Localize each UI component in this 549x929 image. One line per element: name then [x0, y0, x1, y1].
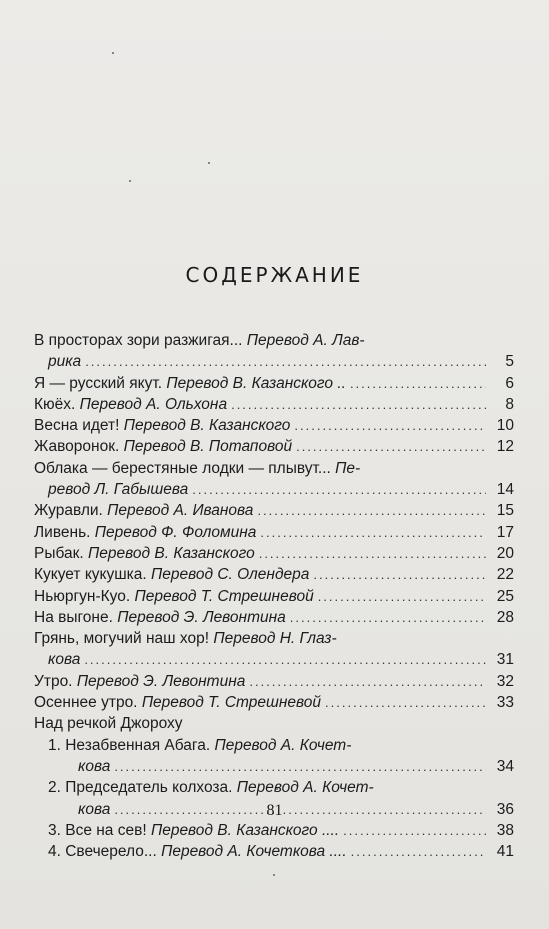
page-ref: 33: [496, 694, 514, 712]
translator-credit: Перевод В. Казанского: [88, 544, 255, 562]
toc-line: [34, 692, 514, 713]
poem-title: Весна идет!: [34, 417, 120, 435]
dot-leader: [294, 415, 486, 436]
print-speck: [273, 874, 275, 876]
toc-entry: [34, 458, 514, 501]
page-ref: 28: [496, 608, 514, 626]
translator-credit: ревод Л. Габышева: [48, 481, 189, 499]
toc-line: [34, 436, 514, 457]
toc-line-text: [34, 586, 314, 607]
toc-line-text: [34, 522, 256, 543]
page-ref: 34: [496, 757, 514, 775]
dot-leader: [296, 436, 486, 457]
toc-entry: [34, 628, 514, 671]
toc-line: [48, 841, 514, 862]
toc-line-text: [34, 607, 286, 628]
page-ref: 17: [496, 523, 514, 541]
toc-line-text: [34, 671, 245, 692]
page-ref: 31: [496, 651, 514, 669]
toc-entry: [34, 713, 514, 734]
translator-credit: рика: [48, 353, 82, 371]
poem-title: Над речкой Джороху: [34, 715, 183, 733]
page-ref: 8: [505, 395, 514, 413]
page-title: СОДЕРЖАНИЕ: [185, 263, 364, 287]
translator-credit: Пе-: [335, 459, 361, 477]
toc-line: [34, 479, 514, 500]
toc-subentry: [34, 820, 514, 841]
translator-credit: Перевод А. Кочет-: [236, 779, 374, 797]
translator-credit: Перевод А. Кочет-: [214, 736, 352, 754]
translator-credit: кова: [78, 757, 111, 775]
dot-leader: [351, 841, 486, 862]
toc-line-text: [78, 756, 110, 777]
toc-line: [34, 671, 514, 692]
page-ref: 6: [505, 374, 514, 392]
translator-credit: Перевод Э. Левонтина: [76, 672, 246, 690]
translator-credit: Перевод В. Казанского: [123, 417, 291, 435]
poem-title: Рыбак.: [34, 544, 84, 562]
translator-credit: Перевод С. Олендера: [151, 566, 310, 584]
poem-title: В просторах зори разжигая...: [34, 332, 243, 349]
toc-line-text: [34, 628, 337, 649]
dot-leader: [231, 394, 486, 415]
toc-entry: [34, 543, 514, 564]
toc-line-text: [34, 373, 346, 394]
toc-line-text: [48, 735, 351, 756]
page-ref: 22: [496, 566, 514, 584]
translator-credit: кова: [48, 651, 81, 669]
dot-leader: [249, 671, 486, 692]
toc-subentry: [34, 735, 514, 778]
dot-leader: [350, 373, 486, 394]
page-ref: 36: [496, 800, 514, 818]
poem-title: Грянь, могучий наш хор!: [34, 630, 210, 648]
page-ref: 32: [496, 672, 514, 690]
toc-line: [34, 628, 514, 649]
dot-leader: [290, 607, 486, 628]
dot-leader: [325, 692, 486, 713]
page-ref: 38: [496, 821, 514, 839]
dot-leader: [114, 756, 486, 777]
page-ref: 12: [496, 438, 514, 456]
page-ref: 20: [496, 544, 514, 562]
poem-title: На выгоне.: [34, 608, 113, 626]
poem-title: Кукует кукушка.: [34, 566, 147, 584]
toc-entry: [34, 436, 514, 457]
translator-credit: Перевод В. Потаповой: [123, 438, 293, 456]
translator-credit: Перевод Т. Стрешневой: [134, 587, 314, 605]
print-speck: [112, 52, 114, 54]
toc-entry: [34, 373, 514, 394]
page-ref: 14: [496, 481, 514, 499]
page-ref: 10: [496, 417, 514, 435]
toc-line: [34, 500, 514, 521]
toc-line-text: [34, 692, 321, 713]
dot-leader: [313, 564, 486, 585]
toc-entry: [34, 330, 514, 373]
translator-credit: Перевод Э. Левонтина: [117, 608, 286, 626]
translator-credit: Перевод Т. Стрешневой: [141, 694, 322, 712]
toc-line: [48, 756, 514, 777]
page-ref: 41: [496, 843, 514, 861]
poem-title: Кюёх.: [34, 395, 76, 413]
poem-title: Я — русский якут.: [34, 374, 163, 392]
toc-entry: [34, 671, 514, 692]
toc-line-text: [48, 841, 347, 862]
dot-leader: [84, 649, 486, 670]
page-number: 81: [266, 802, 283, 819]
poem-title: Ньюргун-Куо.: [34, 587, 131, 605]
dot-leader: [259, 543, 486, 564]
translator-credit: Перевод А. Кочеткова ....: [161, 843, 347, 861]
toc-line: [34, 649, 514, 670]
dot-leader: [257, 500, 486, 521]
toc-line: [34, 522, 514, 543]
print-speck: [208, 162, 210, 164]
translator-credit: Перевод Ф. Фоломина: [94, 523, 257, 541]
toc-line-text: [34, 713, 183, 734]
poem-title: Осеннее утро.: [34, 694, 138, 712]
toc-subentry: [34, 841, 514, 862]
poem-title: 3. Все на сев!: [48, 821, 147, 839]
toc-line-text: [34, 330, 365, 351]
translator-credit: Перевод В. Казанского ..: [166, 374, 346, 392]
poem-title: Жаворонок.: [34, 438, 120, 456]
poem-title: 2. Председатель колхоза.: [48, 779, 233, 797]
toc-line: [34, 373, 514, 394]
toc-line-text: [48, 479, 188, 500]
toc-line-text: [48, 351, 81, 372]
toc-line: [48, 735, 514, 756]
toc-line-text: [34, 458, 360, 479]
toc-entry: [34, 415, 514, 436]
dot-leader: [343, 820, 486, 841]
dot-leader: [260, 522, 486, 543]
toc-line: [34, 351, 514, 372]
toc-line: [48, 777, 514, 798]
toc-line-text: [48, 820, 339, 841]
table-of-contents: [34, 330, 514, 862]
toc-line-text: [34, 394, 227, 415]
toc-line: [48, 820, 514, 841]
toc-entry: [34, 522, 514, 543]
page-ref: 15: [496, 502, 514, 520]
dot-leader: [192, 479, 486, 500]
poem-title: Утро.: [34, 672, 73, 690]
poem-title: 1. Незабвенная Абага.: [48, 736, 211, 754]
toc-line: [34, 415, 514, 436]
toc-line: [34, 330, 514, 351]
toc-line: [34, 458, 514, 479]
toc-line-text: [48, 777, 374, 798]
page-ref: 5: [505, 353, 514, 371]
toc-entry: [34, 500, 514, 521]
translator-credit: Перевод А. Иванова: [107, 502, 254, 520]
print-speck: [129, 180, 131, 182]
toc-entry: [34, 564, 514, 585]
poem-title: Облака — берестяные лодки — плывут...: [34, 459, 331, 477]
toc-entry: [34, 607, 514, 628]
poem-title: Ливень.: [34, 523, 91, 541]
toc-entry: [34, 692, 514, 713]
dot-leader: [318, 586, 486, 607]
toc-line-text: [34, 564, 309, 585]
translator-credit: Перевод А. Лав-: [246, 332, 365, 349]
poem-title: Журавли.: [34, 502, 103, 520]
dot-leader: [85, 351, 486, 372]
toc-line: [34, 586, 514, 607]
toc-line-text: [34, 500, 253, 521]
translator-credit: Перевод В. Казанского ....: [150, 821, 340, 839]
page-ref: 25: [496, 587, 514, 605]
toc-line-text: [34, 543, 255, 564]
toc-line: [34, 543, 514, 564]
toc-line-text: [34, 436, 292, 457]
translator-credit: Перевод А. Ольхона: [79, 395, 228, 413]
toc-line-text: [48, 649, 80, 670]
toc-entry: [34, 394, 514, 415]
toc-entry: [34, 586, 514, 607]
toc-line: [34, 394, 514, 415]
poem-title: 4. Свечерело...: [48, 843, 157, 861]
toc-line-text: [34, 415, 290, 436]
toc-line: [34, 564, 514, 585]
toc-line: [34, 607, 514, 628]
translator-credit: кова: [78, 800, 111, 818]
toc-line: [34, 713, 514, 734]
reverse-page-bleed-through: [250, 80, 549, 256]
translator-credit: Перевод Н. Глаз-: [213, 630, 337, 648]
